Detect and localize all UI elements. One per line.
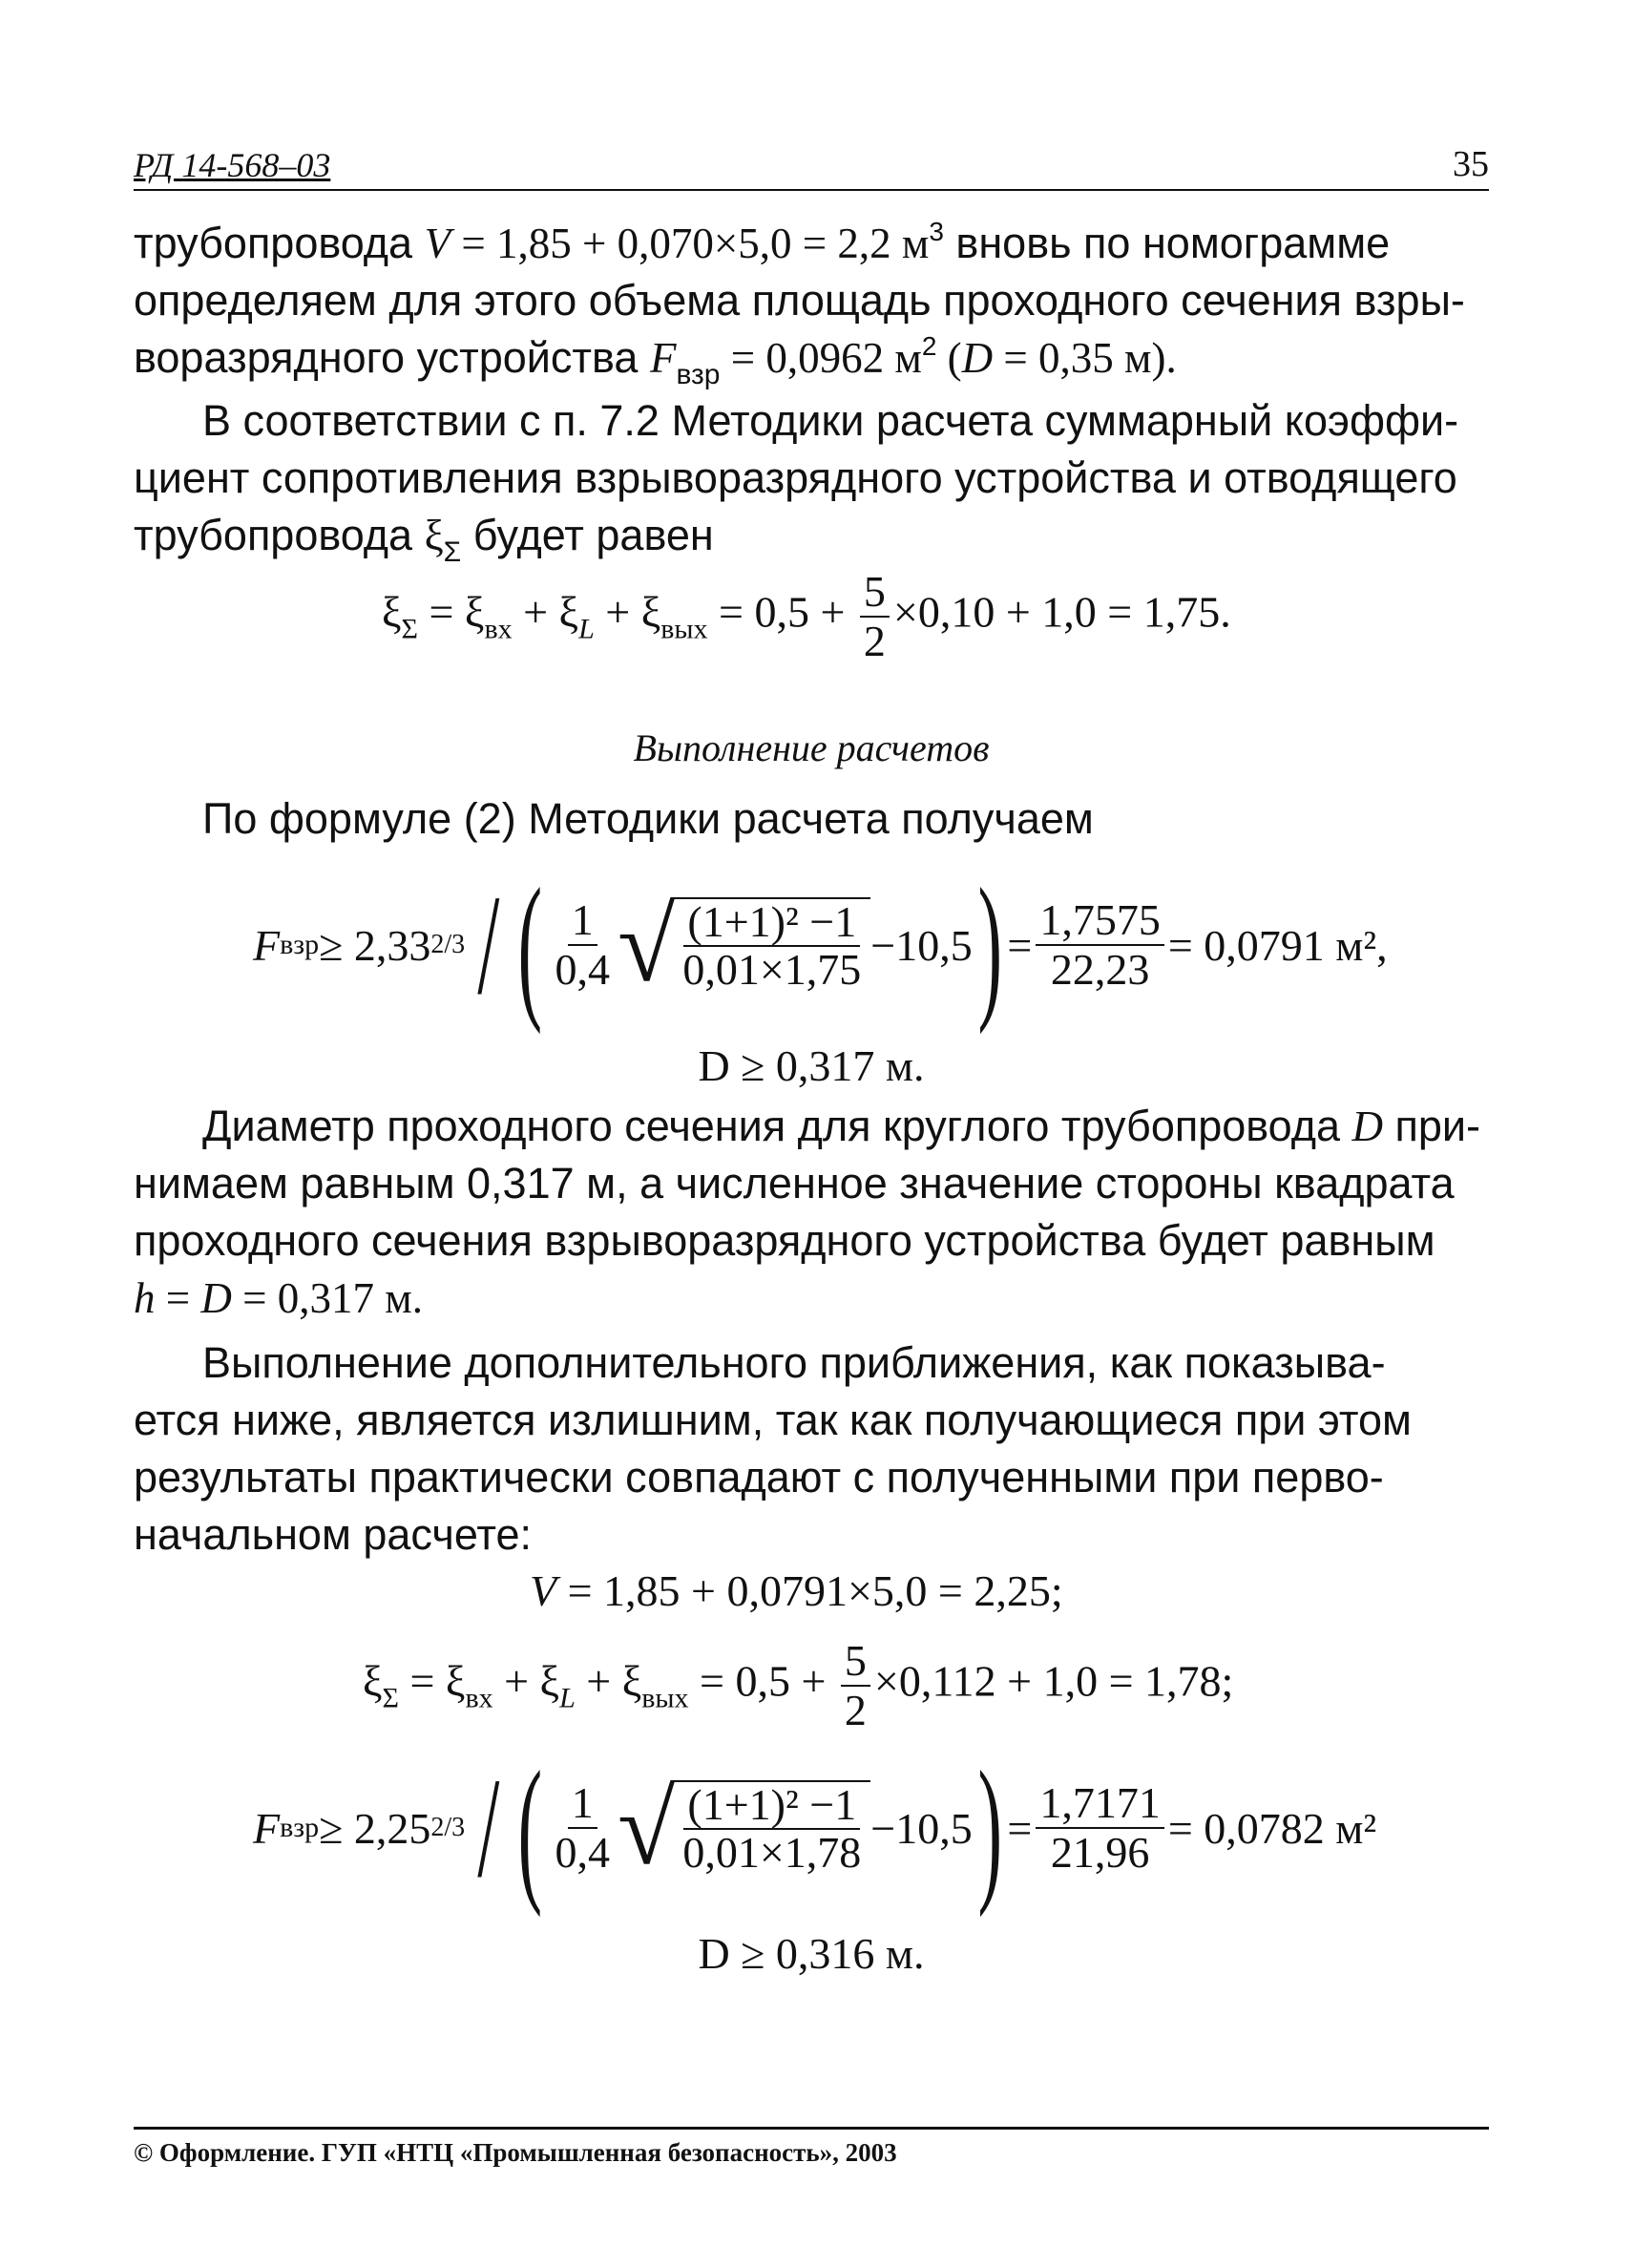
page-header <box>134 143 1489 191</box>
footer-rule <box>134 2127 1489 2130</box>
footer-copyright: © Оформление. ГУП «НТЦ «Промышленная безопасность», 2003 <box>134 2138 897 2167</box>
result-d-2: D ≥ 0,316 м. <box>698 1929 925 1978</box>
square-root: √ $\frac{\text{(1+1)² −1}}{0,01\times 1,75}$ <box>618 892 870 998</box>
right-paren: ) <box>977 855 1002 1035</box>
right-paren: ) <box>977 1738 1002 1918</box>
body-text-top <box>134 215 1489 568</box>
paragraph-4: Выполнение дополнительного приближения, как показыва- ется ниже, является излишним, так как получающиеся при этом результаты практически совпадают с полученными при перво- начальном расчете: <box>134 1338 1412 1559</box>
formula-xi-sum-1: $\xi_\Sigma = \xi_{вх} + \xi_L + \xi_{вых} = 0,5$ + $\frac{5}{2}$ ×0,10 + 1,0 = 1,75. <box>382 567 1231 665</box>
page-number: 35 <box>1453 144 1489 184</box>
radical-sign: √ <box>617 1770 676 1886</box>
square-root: √ $\frac{\text{(1+1)² −1}}{0,01\times 1,78}$ <box>618 1775 870 1880</box>
formula-xi-sum-2: $\xi_\Sigma = \xi_{вх} + \xi_L + \xi_{вых} = 0,5$ + $\frac{5}{2}$ ×0,112 + 1,0 = 1,78; <box>363 1636 1234 1734</box>
formula-f-vzr-1: F взр ≥ 2,33 2/3 / ( $\frac{1}{0,4}$ √ $\frac{\text{(1+1)² −1}}{0,01\times 1,75}$ −10,5 ) = $\frac{1,7575}{22,23}$ = 0,0791 м², <box>253 855 1388 1035</box>
paragraph-3: Диаметр проходного сечения для круглого трубопровода D при- нимаем равным 0,317 м, а численное значение стороны квадрата проходного сечения взрыворазрядного устройства будет равным h = D = 0,317 м. Выполнение дополнительного приближения, как показыва- ется ниже, является излишним, так как получающиеся при этом результаты практически совпадают с полученными при перво- начальном расчете: <box>134 1098 1489 1564</box>
paragraph-2: В соответствии с п. 7.2 Методики расчета суммарный коэффи- циент сопротивления взрыворазрядного устройства и отводящего трубопровода $\xi_\Sigma$ будет равен <box>134 396 1459 568</box>
document-code: РД 14-568–03 <box>134 146 331 184</box>
division-slash: / <box>477 1749 500 1907</box>
formula-v-2: V = 1,85 + 0,0791×5,0 = 2,25; <box>530 1566 1063 1615</box>
left-paren: ( <box>517 1738 542 1918</box>
fraction-5-2: $\frac{5}{2}$ <box>860 568 890 665</box>
lead-text: По формуле (2) Методики расчета получаем <box>202 794 1094 843</box>
radical-sign: √ <box>617 887 676 1003</box>
section-title: Выполнение расчетов <box>633 726 990 769</box>
division-slash: / <box>477 866 500 1024</box>
paragraph-1: трубопровода V = 1,85 + 0,070×5,0 = 2,2 $м^3$ вновь по номограмме определяем для этого объема площадь проходного сечения взры- воразрядного устройства $F_{взр} = 0,0962$ $м^2$ (D = 0,35 м). <box>134 217 1465 390</box>
result-d-1: D ≥ 0,317 м. <box>698 1041 925 1090</box>
formula-f-vzr-2: F взр ≥ 2,25 2/3 / ( $\frac{1}{0,4}$ √ $\frac{\text{(1+1)² −1}}{0,01\times 1,78}$ −10,5 ) = $\frac{1,7171}{21,96}$ = 0,0782 м² <box>253 1738 1377 1918</box>
left-paren: ( <box>517 855 542 1035</box>
